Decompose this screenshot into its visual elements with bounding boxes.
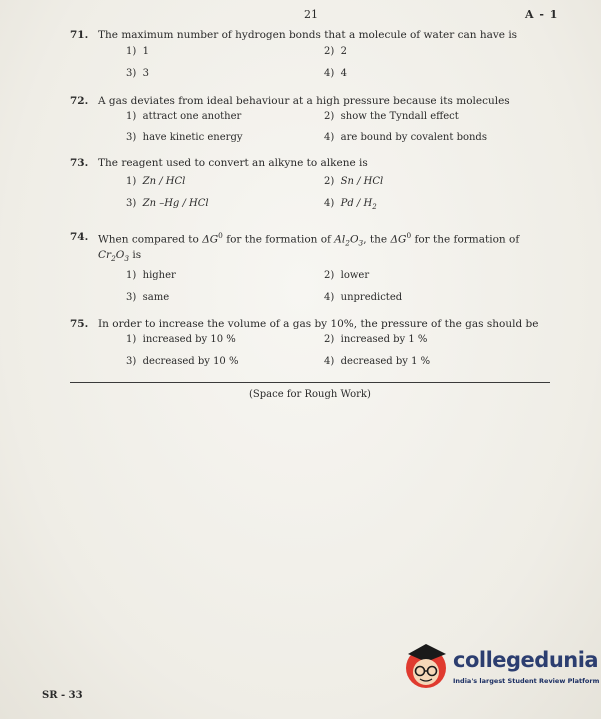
page-number: 21 (304, 8, 318, 21)
question-number: 71. (70, 29, 89, 41)
option: 2) increased by 1 % (324, 334, 428, 345)
footer-code: SR - 33 (42, 690, 83, 701)
option: 1) higher (126, 270, 176, 281)
option: 4) are bound by covalent bonds (324, 132, 487, 143)
option: 2) lower (324, 270, 370, 281)
option: 3) same (126, 292, 170, 303)
question-number: 72. (70, 95, 89, 107)
option: 1) Zn / HCl (126, 176, 186, 187)
option: 3) Zn –Hg / HCl (126, 198, 209, 209)
option: 1) attract one another (126, 111, 242, 122)
option: 3) have kinetic energy (126, 132, 243, 143)
question-text-line2: $Cr_2O_3$ is (98, 249, 142, 264)
option: 1) increased by 10 % (126, 334, 236, 345)
question-number: 74. (70, 231, 89, 243)
watermark-name: collegedunia (453, 648, 599, 672)
question-number: 75. (70, 318, 89, 330)
option: 4) 4 (324, 68, 347, 79)
option: 2) 2 (324, 46, 347, 57)
option: 4) unpredicted (324, 292, 403, 303)
option: 2) show the Tyndall effect (324, 111, 459, 122)
rough-work-label: (Space for Rough Work) (249, 389, 371, 400)
divider (70, 382, 550, 383)
question-text: A gas deviates from ideal behaviour at a high pressure because its molecules (98, 95, 510, 107)
option: 2) Sn / HCl (324, 176, 384, 187)
question-text: The reagent used to convert an alkyne to alkene is (98, 157, 368, 169)
option: 3) 3 (126, 68, 149, 79)
option: 3) decreased by 10 % (126, 356, 239, 367)
option: 1) 1 (126, 46, 149, 57)
question-text: When compared to $\Delta G^0$ for the formation of $Al_2O_3$, the $\Delta G^0$ for the formation of (98, 231, 520, 248)
watermark-tagline: India's largest Student Review Platform (453, 677, 600, 685)
paper-code: A - 1 (525, 8, 559, 21)
question-number: 73. (70, 157, 89, 169)
question-text: The maximum number of hydrogen bonds that a molecule of water can have is (98, 29, 518, 41)
option: 4) decreased by 1 % (324, 356, 431, 367)
option: 4) Pd / $H_2$ (324, 198, 377, 211)
question-text: In order to increase the volume of a gas by 10%, the pressure of the gas should be (98, 318, 539, 330)
